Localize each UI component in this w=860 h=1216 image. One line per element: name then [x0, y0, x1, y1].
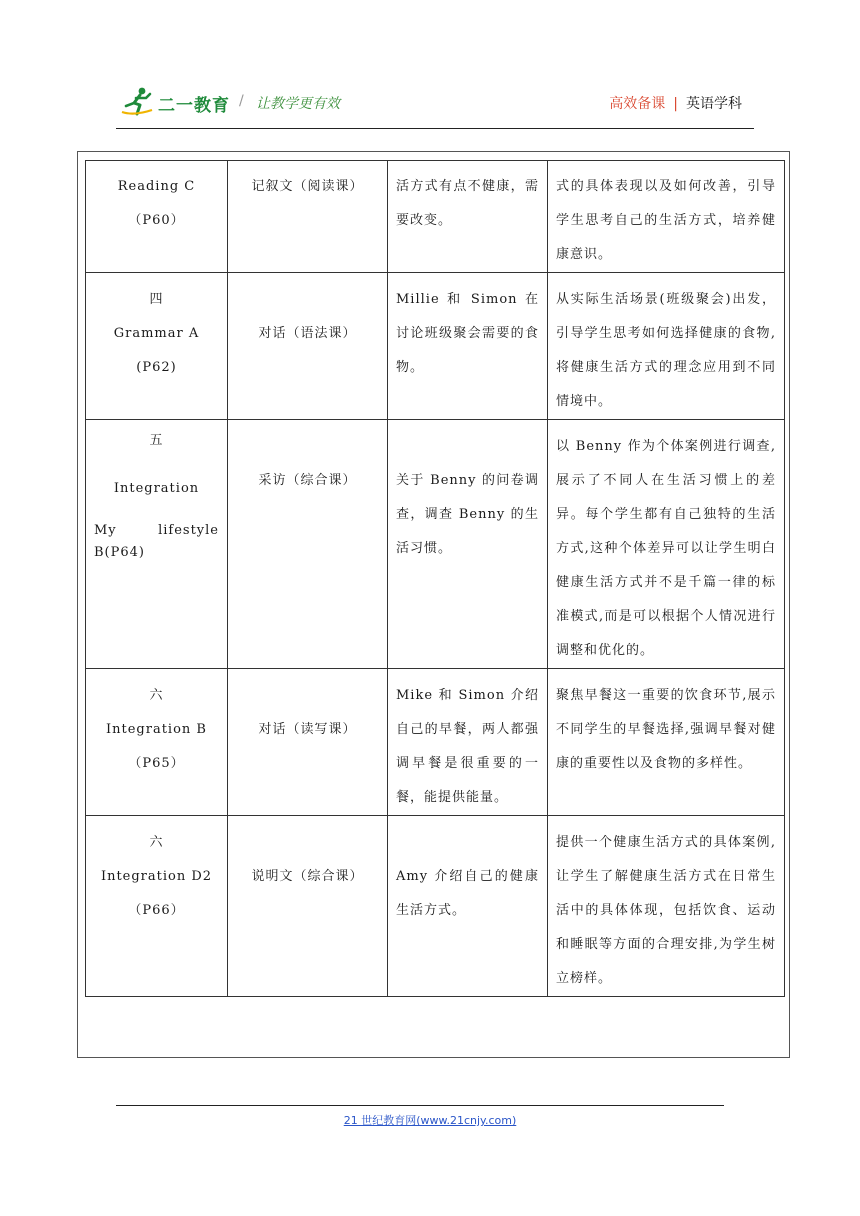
- type-cell: [228, 816, 388, 997]
- table-row: [86, 669, 785, 816]
- header-subject-label: 英语学科: [686, 96, 742, 112]
- purpose-cell: [548, 273, 785, 420]
- lesson-line: 四: [149, 292, 164, 307]
- lesson-line: 六: [149, 835, 164, 850]
- purpose-cell: [548, 420, 785, 669]
- content-cell: [388, 161, 548, 273]
- content-cell: [388, 669, 548, 816]
- purpose-cell: [548, 161, 785, 273]
- type-cell: [228, 420, 388, 669]
- type-cell: [228, 273, 388, 420]
- lesson-line: Integration D2: [100, 869, 213, 884]
- content-cell: [388, 816, 548, 997]
- table-row: [86, 816, 785, 997]
- page-header: [116, 84, 754, 124]
- content-text: 关于 Benny 的问卷调查，调查 Benny 的生活习惯。: [396, 473, 539, 556]
- lesson-line: Grammar A (P62): [113, 326, 200, 375]
- footer-link[interactable]: 21 世纪教育网(www.21cnjy.com): [343, 1114, 517, 1127]
- type-text: 采访（综合课）: [258, 473, 357, 488]
- table-row: [86, 161, 785, 273]
- header-subject: [609, 93, 742, 113]
- purpose-text: 以 Benny 作为个体案例进行调查,展示了不同人在生活习惯上的差异。每个学生都有自己独特的生活方式,这种个体差异可以让学生明白健康生活方式并不是千篇一律的标准模式,而是可以根据个人情况进行调整和优化的。: [556, 439, 776, 658]
- table-row: [86, 420, 785, 669]
- footer-rule: [116, 1105, 724, 1106]
- lesson-line: Integration: [113, 481, 200, 496]
- content-text: Mike 和 Simon 介绍自己的早餐，两人都强调早餐是很重要的一餐，能提供能量。: [396, 688, 539, 805]
- lesson-line: Integration B（P65）: [106, 722, 207, 771]
- header-tagline: 高效备课: [609, 96, 666, 112]
- purpose-text: 提供一个健康生活方式的具体案例,让学生了解健康生活方式在日常生活中的具体体现，包括饮食、运动和睡眠等方面的合理安排,为学生树立榜样。: [556, 835, 776, 986]
- content-cell: [388, 273, 548, 420]
- lesson-line: 五: [149, 433, 164, 448]
- purpose-text: 从实际生活场景(班级聚会)出发，引导学生思考如何选择健康的食物,将健康生活方式的理念应用到不同情境中。: [556, 292, 776, 409]
- content-text: Amy 介绍自己的健康生活方式。: [396, 869, 539, 918]
- lesson-line: 六: [149, 688, 164, 703]
- lesson-table: [85, 160, 785, 997]
- lesson-line: （P66）: [128, 903, 185, 918]
- type-cell: [228, 161, 388, 273]
- content-text: Millie 和 Simon 在讨论班级聚会需要的食物。: [396, 292, 539, 375]
- lesson-line: B(P64): [94, 545, 145, 560]
- type-text: 记叙文（阅读课）: [251, 179, 364, 194]
- header-separator: |: [673, 96, 678, 112]
- type-text: 对话（读写课）: [258, 722, 357, 737]
- type-text: 对话（语法课）: [258, 326, 357, 341]
- lesson-cell: [86, 273, 228, 420]
- lesson-cell: [86, 420, 228, 669]
- table-row: [86, 273, 785, 420]
- lesson-cell: [86, 161, 228, 273]
- purpose-cell: [548, 816, 785, 997]
- type-text: 说明文（综合课）: [251, 869, 364, 884]
- type-cell: [228, 669, 388, 816]
- header-rule: [116, 128, 754, 129]
- header-divider: /: [239, 93, 244, 109]
- purpose-cell: [548, 669, 785, 816]
- brand-slogan: 让教学更有效: [256, 96, 340, 112]
- lesson-line: Reading C（P60）: [117, 179, 196, 228]
- runner-logo-icon: [120, 86, 154, 118]
- lesson-cell: [86, 669, 228, 816]
- lesson-cell: [86, 816, 228, 997]
- purpose-text: 聚焦早餐这一重要的饮食环节,展示不同学生的早餐选择,强调早餐对健康的重要性以及食物的多样性。: [556, 688, 776, 771]
- content-cell: [388, 420, 548, 669]
- content-text: 活方式有点不健康，需要改变。: [396, 179, 539, 228]
- lesson-line: My lifestyle: [94, 523, 219, 538]
- purpose-text: 式的具体表现以及如何改善，引导学生思考自己的生活方式，培养健康意识。: [556, 179, 776, 262]
- brand-name: 二一教育: [158, 96, 230, 116]
